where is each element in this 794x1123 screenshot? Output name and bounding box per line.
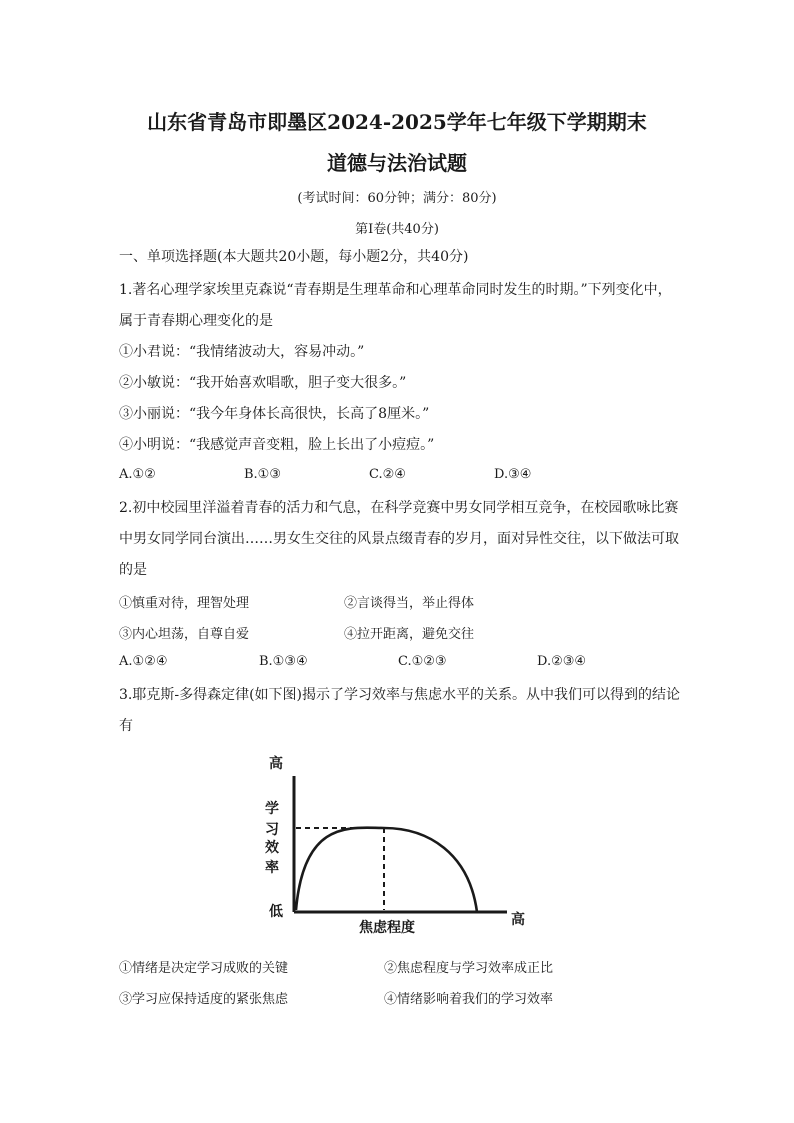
section-heading: 一、单项选择题(本大题共20小题，每小题2分，共40分) bbox=[119, 249, 469, 265]
y-label-char-1: 学 bbox=[265, 801, 279, 817]
yerkes-dodson-diagram bbox=[255, 748, 545, 940]
q2-item-4: ④拉开距离，避免交往 bbox=[344, 627, 475, 642]
x-axis-label: 焦虑程度 bbox=[359, 920, 415, 936]
y-label-char-2: 习 bbox=[265, 822, 279, 838]
y-axis-top-label: 高 bbox=[269, 756, 283, 772]
q3-stem-line2: 有 bbox=[119, 718, 133, 734]
q1-stem-line1: 1.著名心理学家埃里克森说“青春期是生理革命和心理革命同时发生的时期。”下列变化中， bbox=[119, 282, 672, 298]
q1-option-b: B.①③ bbox=[244, 467, 281, 482]
q3-item-3: ③学习应保持适度的紧张焦虑 bbox=[119, 992, 289, 1007]
exam-title: 山东省青岛市即墨区2024-2025学年七年级下学期期末 bbox=[147, 110, 647, 134]
q1-option-c: C.②④ bbox=[369, 467, 406, 482]
q1-stem-line2: 属于青春期心理变化的是 bbox=[119, 313, 273, 329]
q1-item-2: ②小敏说：“我开始喜欢唱歌，胆子变大很多。” bbox=[119, 375, 407, 391]
q2-option-a: A.①②④ bbox=[119, 654, 168, 669]
q2-item-3: ③内心坦荡，自尊自爱 bbox=[119, 627, 250, 642]
q2-option-b: B.①③④ bbox=[259, 654, 308, 669]
q3-item-4: ④情绪影响着我们的学习效率 bbox=[384, 992, 554, 1007]
q2-stem-line2: 中男女同学同台演出……男女生交往的风景点缀青春的岁月，面对异性交往，以下做法可取 bbox=[119, 531, 679, 547]
efficiency-curve bbox=[296, 828, 477, 912]
q2-option-c: C.①②③ bbox=[398, 654, 447, 669]
q1-option-d: D.③④ bbox=[494, 467, 532, 482]
q1-item-3: ③小丽说：“我今年身体长高很快，长高了8厘米。” bbox=[119, 406, 430, 422]
q1-option-a: A.①② bbox=[119, 467, 156, 482]
q2-stem-line1: 2.初中校园里洋溢着青春的活力和气息，在科学竞赛中男女同学相互竞争，在校园歌咏比赛 bbox=[119, 500, 679, 516]
exam-subject: 道德与法治试题 bbox=[327, 151, 467, 175]
origin-label: 低 bbox=[269, 904, 283, 920]
y-label-char-3: 效 bbox=[265, 840, 279, 856]
q2-item-2: ②言谈得当，举止得体 bbox=[344, 596, 475, 611]
q2-stem-line3: 的是 bbox=[119, 562, 147, 578]
y-label-char-4: 率 bbox=[265, 860, 279, 876]
q1-item-4: ④小明说：“我感觉声音变粗，脸上长出了小痘痘。” bbox=[119, 437, 435, 453]
q1-item-1: ①小君说：“我情绪波动大，容易冲动。” bbox=[119, 344, 365, 360]
q3-stem-line1: 3.耶克斯-多得森定律(如下图)揭示了学习效率与焦虑水平的关系。从中我们可以得到的结论 bbox=[119, 687, 681, 703]
q2-option-d: D.②③④ bbox=[537, 654, 587, 669]
volume-label: 第Ⅰ卷(共40分) bbox=[355, 222, 439, 237]
q3-item-2: ②焦虑程度与学习效率成正比 bbox=[384, 961, 554, 976]
x-axis-end-label: 高 bbox=[511, 912, 525, 928]
q2-item-1: ①慎重对待，理智处理 bbox=[119, 596, 250, 611]
exam-info: (考试时间：60分钟；满分：80分) bbox=[297, 191, 497, 206]
q3-item-1: ①情绪是决定学习成败的关键 bbox=[119, 961, 289, 976]
